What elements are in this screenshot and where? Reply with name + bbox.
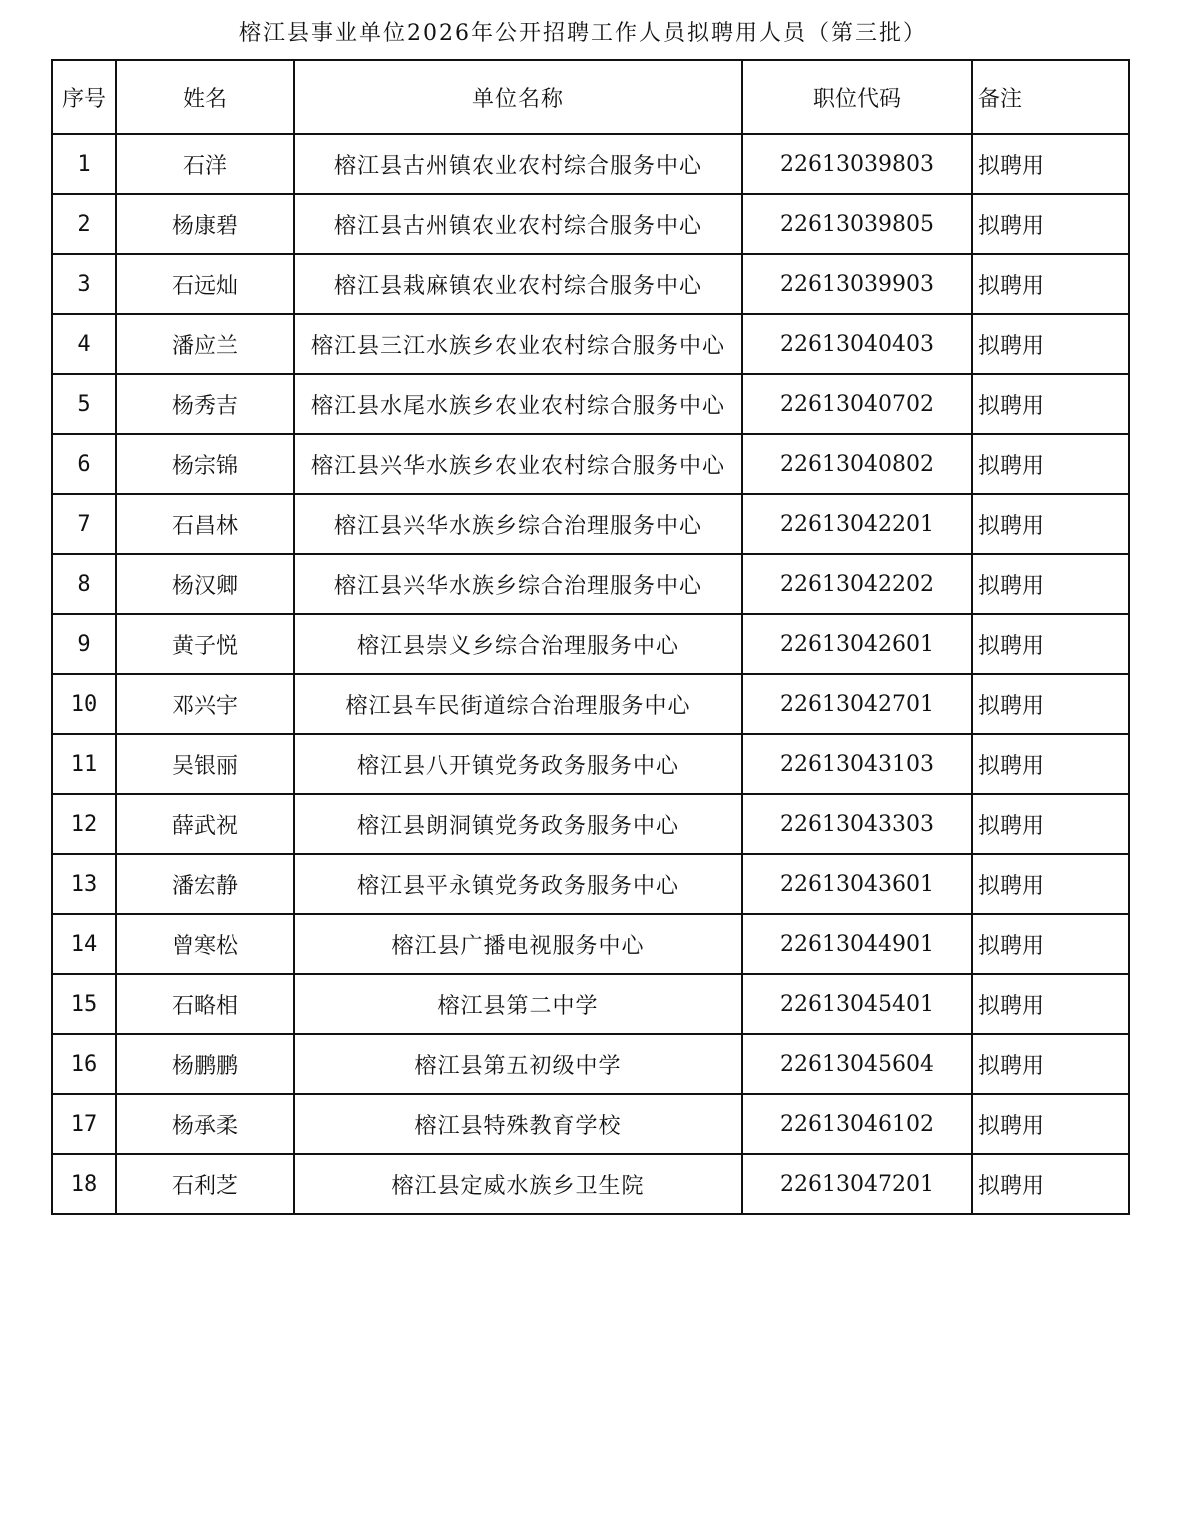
cell-code: 22613045401 (742, 974, 972, 1034)
cell-name: 石昌林 (116, 494, 294, 554)
cell-name: 薛武祝 (116, 794, 294, 854)
cell-code: 22613039805 (742, 194, 972, 254)
cell-name: 邓兴宇 (116, 674, 294, 734)
cell-code: 22613039803 (742, 134, 972, 194)
cell-code: 22613046102 (742, 1094, 972, 1154)
cell-unit: 榕江县朗洞镇党务政务服务中心 (294, 794, 742, 854)
cell-no: 12 (52, 794, 116, 854)
cell-code: 22613044901 (742, 914, 972, 974)
table-row (52, 734, 1129, 794)
cell-no: 3 (52, 254, 116, 314)
cell-unit: 榕江县兴华水族乡农业农村综合服务中心 (294, 434, 742, 494)
cell-code: 22613042701 (742, 674, 972, 734)
cell-no: 16 (52, 1034, 116, 1094)
table-body (52, 134, 1129, 1214)
cell-no: 11 (52, 734, 116, 794)
cell-no: 6 (52, 434, 116, 494)
cell-code: 22613042202 (742, 554, 972, 614)
table-row (52, 1034, 1129, 1094)
cell-unit: 榕江县崇义乡综合治理服务中心 (294, 614, 742, 674)
table-row (52, 194, 1129, 254)
cell-note: 拟聘用 (972, 1094, 1129, 1154)
cell-note: 拟聘用 (972, 494, 1129, 554)
cell-name: 石远灿 (116, 254, 294, 314)
cell-unit: 榕江县兴华水族乡综合治理服务中心 (294, 494, 742, 554)
cell-no: 1 (52, 134, 116, 194)
cell-code: 22613040403 (742, 314, 972, 374)
cell-unit: 榕江县广播电视服务中心 (294, 914, 742, 974)
header-unit: 单位名称 (294, 60, 742, 134)
cell-note: 拟聘用 (972, 134, 1129, 194)
cell-code: 22613040702 (742, 374, 972, 434)
cell-code: 22613039903 (742, 254, 972, 314)
cell-no: 17 (52, 1094, 116, 1154)
table-row (52, 974, 1129, 1034)
cell-name: 石洋 (116, 134, 294, 194)
cell-name: 石利芝 (116, 1154, 294, 1214)
cell-unit: 榕江县平永镇党务政务服务中心 (294, 854, 742, 914)
table-row (52, 494, 1129, 554)
cell-name: 黄子悦 (116, 614, 294, 674)
cell-unit: 榕江县八开镇党务政务服务中心 (294, 734, 742, 794)
cell-unit: 榕江县第五初级中学 (294, 1034, 742, 1094)
cell-code: 22613047201 (742, 1154, 972, 1214)
cell-no: 10 (52, 674, 116, 734)
cell-unit: 榕江县古州镇农业农村综合服务中心 (294, 134, 742, 194)
cell-unit: 榕江县古州镇农业农村综合服务中心 (294, 194, 742, 254)
cell-no: 4 (52, 314, 116, 374)
cell-note: 拟聘用 (972, 794, 1129, 854)
table-row (52, 254, 1129, 314)
cell-note: 拟聘用 (972, 1034, 1129, 1094)
header-note: 备注 (972, 60, 1129, 134)
cell-unit: 榕江县三江水族乡农业农村综合服务中心 (294, 314, 742, 374)
table-row (52, 134, 1129, 194)
header-name: 姓名 (116, 60, 294, 134)
cell-note: 拟聘用 (972, 254, 1129, 314)
cell-name: 石略相 (116, 974, 294, 1034)
cell-unit: 榕江县车民街道综合治理服务中心 (294, 674, 742, 734)
cell-unit: 榕江县兴华水族乡综合治理服务中心 (294, 554, 742, 614)
cell-no: 8 (52, 554, 116, 614)
cell-note: 拟聘用 (972, 1154, 1129, 1214)
cell-no: 14 (52, 914, 116, 974)
table-row (52, 554, 1129, 614)
cell-note: 拟聘用 (972, 374, 1129, 434)
cell-no: 5 (52, 374, 116, 434)
cell-note: 拟聘用 (972, 914, 1129, 974)
cell-note: 拟聘用 (972, 674, 1129, 734)
cell-code: 22613045604 (742, 1034, 972, 1094)
cell-unit: 榕江县特殊教育学校 (294, 1094, 742, 1154)
cell-code: 22613043103 (742, 734, 972, 794)
cell-note: 拟聘用 (972, 734, 1129, 794)
table-row (52, 614, 1129, 674)
cell-code: 22613042201 (742, 494, 972, 554)
cell-name: 潘应兰 (116, 314, 294, 374)
cell-no: 13 (52, 854, 116, 914)
table-header (52, 60, 1129, 134)
candidate-table (51, 59, 1130, 1215)
table-row (52, 674, 1129, 734)
table-row (52, 434, 1129, 494)
cell-note: 拟聘用 (972, 194, 1129, 254)
table-row (52, 1154, 1129, 1214)
table-row (52, 314, 1129, 374)
cell-code: 22613042601 (742, 614, 972, 674)
document-title: 榕江县事业单位2026年公开招聘工作人员拟聘用人员（第三批） (239, 21, 927, 46)
cell-code: 22613043601 (742, 854, 972, 914)
cell-name: 杨汉卿 (116, 554, 294, 614)
cell-no: 2 (52, 194, 116, 254)
cell-note: 拟聘用 (972, 974, 1129, 1034)
cell-unit: 榕江县栽麻镇农业农村综合服务中心 (294, 254, 742, 314)
table-row (52, 1094, 1129, 1154)
cell-code: 22613040802 (742, 434, 972, 494)
table-row (52, 794, 1129, 854)
cell-unit: 榕江县第二中学 (294, 974, 742, 1034)
cell-note: 拟聘用 (972, 554, 1129, 614)
cell-note: 拟聘用 (972, 854, 1129, 914)
cell-name: 潘宏静 (116, 854, 294, 914)
cell-no: 7 (52, 494, 116, 554)
header-no: 序号 (52, 60, 116, 134)
cell-name: 吴银丽 (116, 734, 294, 794)
cell-unit: 榕江县定威水族乡卫生院 (294, 1154, 742, 1214)
cell-unit: 榕江县水尾水族乡农业农村综合服务中心 (294, 374, 742, 434)
cell-name: 杨康碧 (116, 194, 294, 254)
cell-name: 杨秀吉 (116, 374, 294, 434)
cell-code: 22613043303 (742, 794, 972, 854)
table-row (52, 374, 1129, 434)
cell-no: 9 (52, 614, 116, 674)
cell-no: 18 (52, 1154, 116, 1214)
cell-name: 杨宗锦 (116, 434, 294, 494)
cell-name: 杨承柔 (116, 1094, 294, 1154)
cell-no: 15 (52, 974, 116, 1034)
header-code: 职位代码 (742, 60, 972, 134)
table-row (52, 914, 1129, 974)
cell-name: 杨鹏鹏 (116, 1034, 294, 1094)
cell-name: 曾寒松 (116, 914, 294, 974)
cell-note: 拟聘用 (972, 434, 1129, 494)
cell-note: 拟聘用 (972, 314, 1129, 374)
header-row (52, 60, 1129, 134)
cell-note: 拟聘用 (972, 614, 1129, 674)
table-row (52, 854, 1129, 914)
